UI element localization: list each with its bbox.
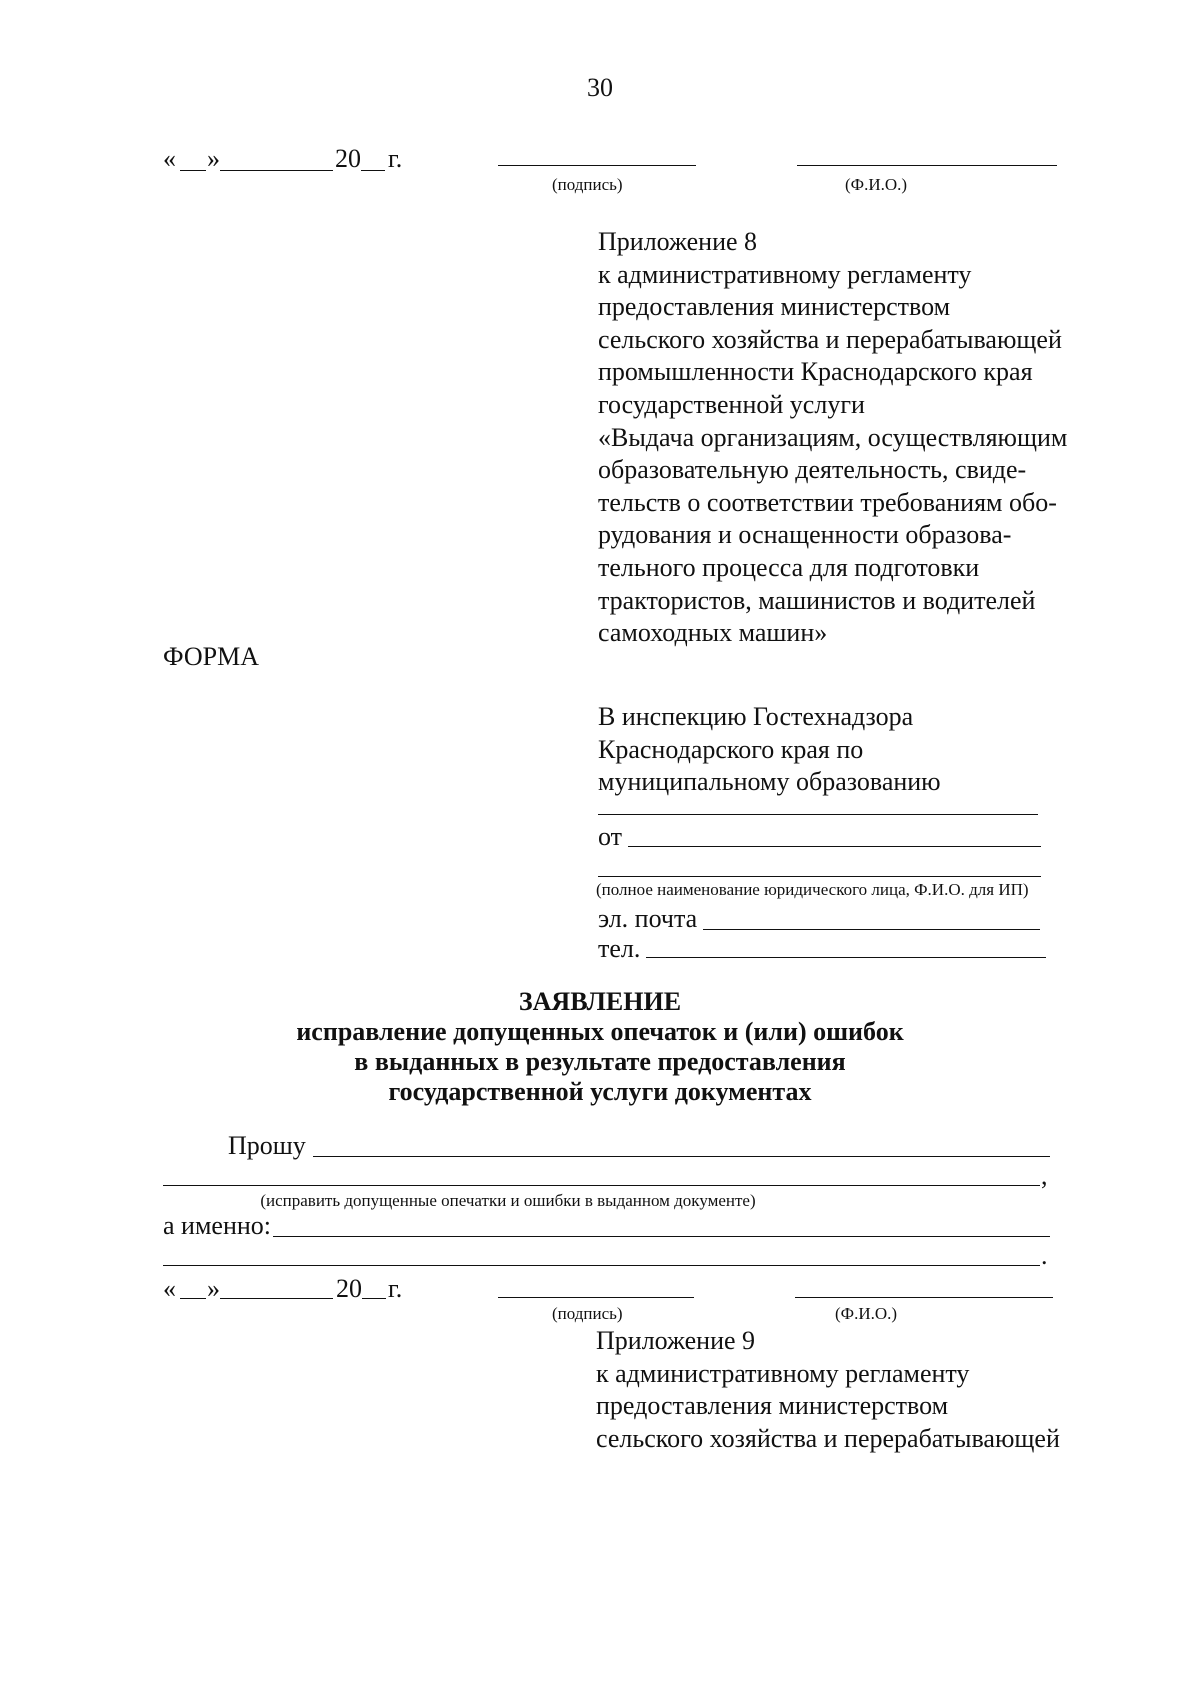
appendix-line: к административному регламенту [596,1358,970,1388]
statement-subtitle-line: исправление допущенных опечаток и (или) ошибок [296,1017,904,1046]
statement-subtitle-line: в выданных в результате предоставления [354,1047,846,1076]
fio-caption: (Ф.И.О.) [835,1304,898,1323]
request-comma: , [1041,1161,1048,1190]
appendix-line: Приложение 8 [598,227,758,256]
request-caption: (исправить допущенные опечатки и ошибки в выданном документе) [260,1191,756,1210]
appendix-line: предоставления министерством [596,1391,949,1421]
request-label: Прошу [228,1131,306,1160]
date-close-quote: » [207,1274,220,1303]
date-year-blank[interactable] [362,1298,386,1299]
namely-period: . [1041,1241,1048,1270]
appendix-8-block [598,226,1067,650]
request-blank[interactable] [313,1156,1050,1157]
email-blank[interactable] [703,929,1040,930]
appendix-line: самоходных машин» [598,618,828,648]
fio-blank[interactable] [795,1297,1053,1298]
signature-caption: (подпись) [552,1304,623,1323]
statement-subtitle-line: государственной услуги документах [388,1077,812,1106]
signature-caption: (подпись) [552,175,623,194]
appendix-line: трактористов, машинистов и водителей [598,585,1036,615]
appendix-line: тельств о соответствии требованиям обо- [598,487,1057,517]
namely-blank[interactable] [273,1236,1050,1237]
date-close-quote: » [207,144,220,173]
appendix-line: тельного процесса для подготовки [598,552,980,582]
from-caption: (полное наименование юридического лица, Ф.И.О. для ИП) [596,880,1029,899]
appendix-line: государственной услуги [598,389,865,419]
appendix-line: к административному регламенту [598,259,972,289]
namely-blank-2[interactable] [163,1265,1040,1266]
date-day-blank[interactable] [180,170,206,171]
namely-label: а именно: [163,1211,271,1240]
from-blank-2[interactable] [598,876,1041,877]
date-month-blank[interactable] [220,1298,333,1299]
addressee-block [598,701,941,799]
appendix-line: образовательную деятельность, свиде- [598,455,1027,485]
appendix-line: «Выдача организациям, осуществляющим [598,422,1068,452]
fio-caption: (Ф.И.О.) [845,175,908,194]
appendix-line: предоставления министерством [598,292,951,322]
appendix-line: Приложение 9 [596,1326,756,1355]
date-open-quote: « [163,1274,176,1303]
request-blank-2[interactable] [163,1185,1040,1186]
date-month-blank[interactable] [220,170,333,171]
appendix-line: промышленности Краснодарского края [598,357,1033,387]
municipality-blank[interactable] [598,814,1038,815]
date-year-suffix: г. [388,1274,403,1303]
fio-blank[interactable] [797,165,1057,166]
addressee-line: Краснодарского края по [598,734,864,764]
form-label: ФОРМА [163,642,259,671]
date-year-prefix: 20 [336,1274,362,1303]
phone-label: тел. [598,934,641,963]
statement-title: ЗАЯВЛЕНИЕ [518,987,682,1016]
addressee-line: муниципальному образованию [598,767,941,797]
appendix-line: сельского хозяйства и перерабатывающей [598,324,1062,354]
signature-blank[interactable] [498,165,696,166]
page-number: 30 [587,73,613,102]
phone-blank[interactable] [646,957,1046,958]
appendix-9-block [596,1325,1060,1455]
addressee-line: В инспекцию Гостехнадзора [598,702,914,731]
date-year-blank[interactable] [361,170,385,171]
date-year-suffix: г. [388,144,403,173]
date-year-prefix: 20 [335,144,361,173]
signature-blank[interactable] [498,1297,694,1298]
appendix-line: сельского хозяйства и перерабатывающей [596,1423,1060,1453]
date-open-quote: « [163,144,176,173]
date-day-blank[interactable] [180,1298,206,1299]
from-label: от [598,822,623,851]
from-blank[interactable] [628,846,1041,847]
email-label: эл. почта [598,904,698,933]
appendix-line: рудования и оснащенности образова- [598,520,1012,550]
